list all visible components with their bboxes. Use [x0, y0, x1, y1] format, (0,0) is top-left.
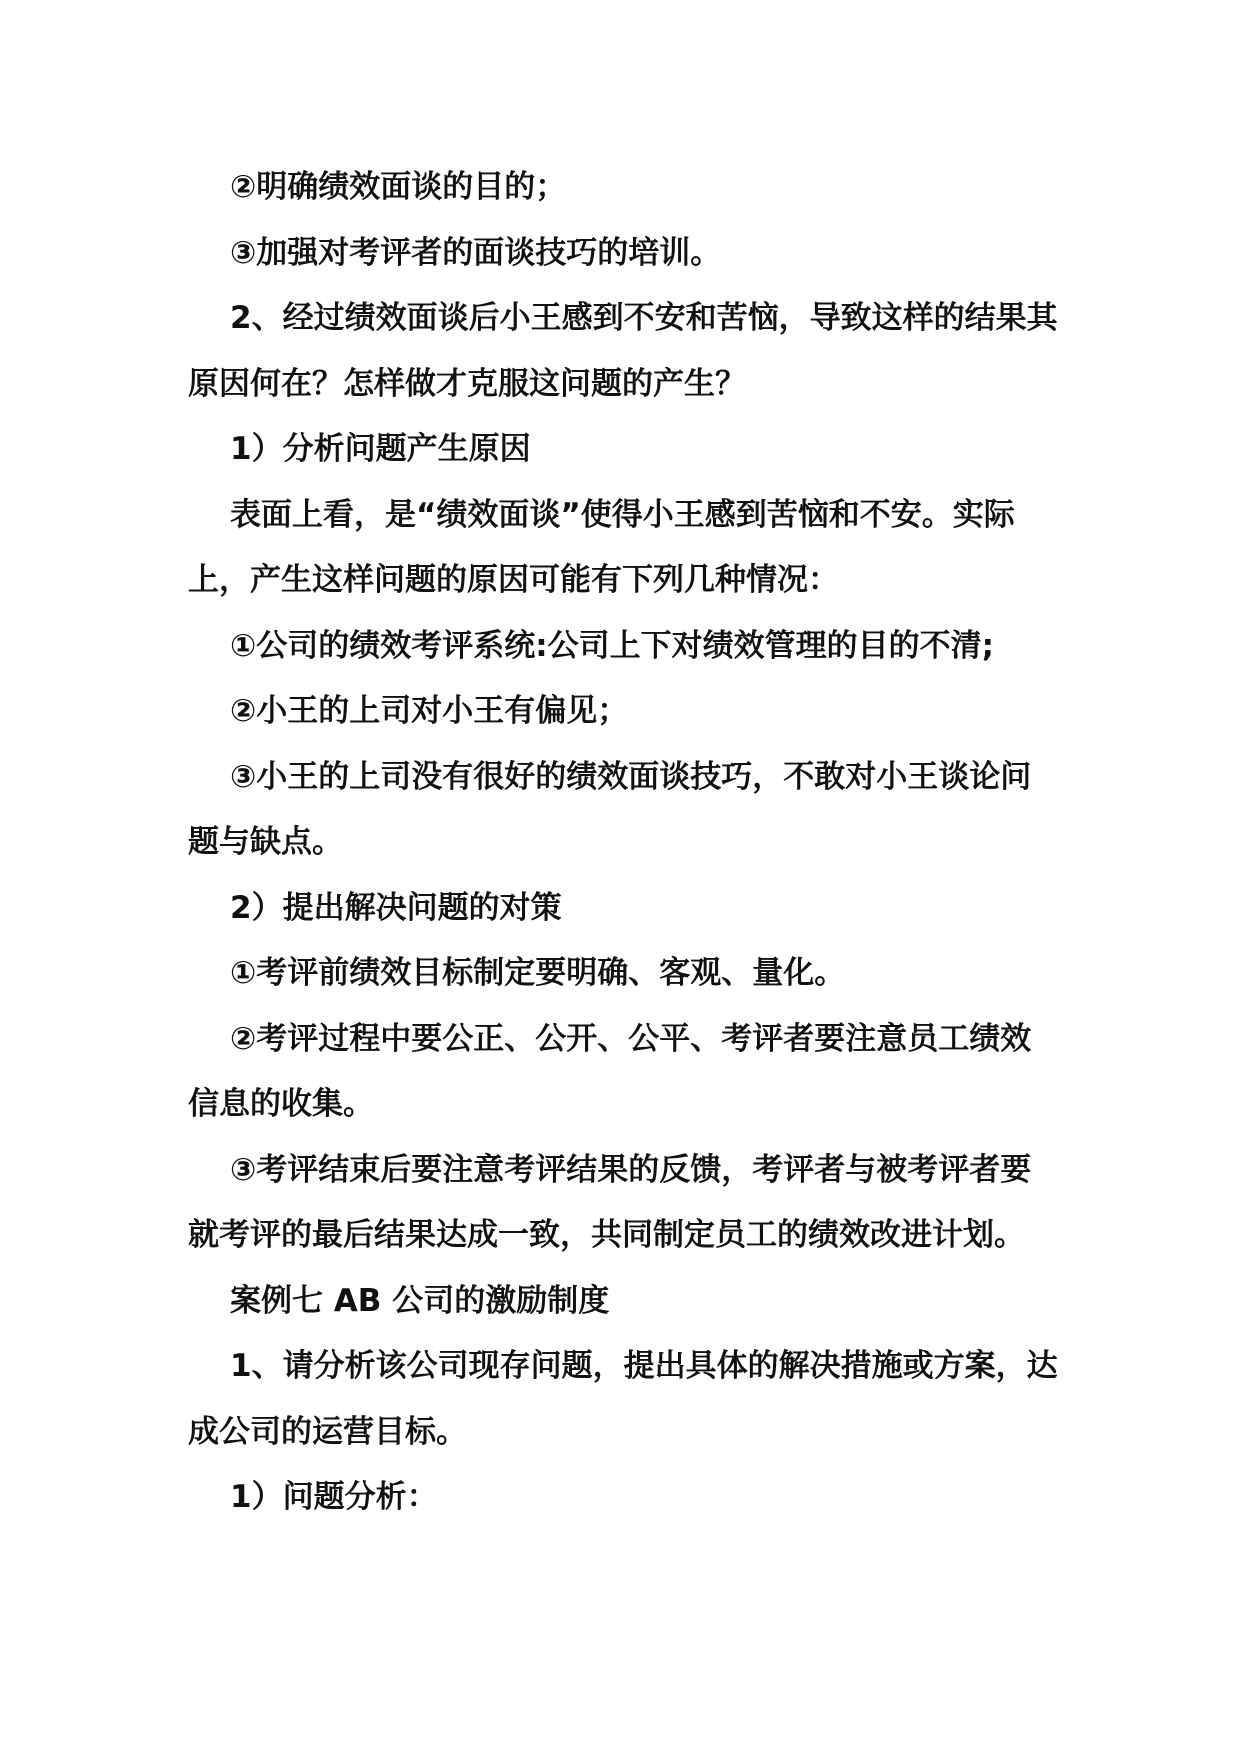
paragraph: ①考评前绩效目标制定要明确、客观、量化。 [230, 955, 846, 991]
paragraph: ①公司的绩效考评系统:公司上下对绩效管理的目的不清; [230, 627, 995, 664]
paragraph: ②明确绩效面谈的目的； [230, 169, 567, 205]
paragraph: ③考评结束后要注意考评结果的反馈，考评者与被考评者要就考评的最后结果达成一致，共同制定员工的绩效改进计划。 [188, 1151, 1032, 1253]
paragraph: ③加强对考评者的面谈技巧的培训。 [230, 234, 722, 271]
section-heading: 1）分析问题产生原因 [230, 431, 531, 467]
paragraph: 2、经过绩效面谈后小王感到不安和苦恼，导致这样的结果其原因何在？怎样做才克服这问题的产生？ [188, 300, 1058, 402]
paragraph: ②考评过程中要公正、公开、公平、考评者要注意员工绩效信息的收集。 [188, 1020, 1032, 1122]
paragraph: 表面上看，是“绩效面谈”使得小王感到苦恼和不安。实际上，产生这样问题的原因可能有下列几种情况： [188, 496, 1015, 598]
section-heading: 2）提出解决问题的对策 [230, 889, 562, 926]
section-heading: 1）问题分析： [230, 1479, 438, 1515]
document-body [188, 155, 1058, 1531]
paragraph: 1、请分析该公司现存问题，提出具体的解决措施或方案，达成公司的运营目标。 [188, 1348, 1058, 1450]
paragraph: ③小王的上司没有很好的绩效面谈技巧，不敢对小王谈论问题与缺点。 [188, 758, 1032, 860]
paragraph: ②小王的上司对小王有偏见； [230, 693, 629, 729]
case-title: 案例七 AB 公司的激励制度 [230, 1282, 610, 1319]
